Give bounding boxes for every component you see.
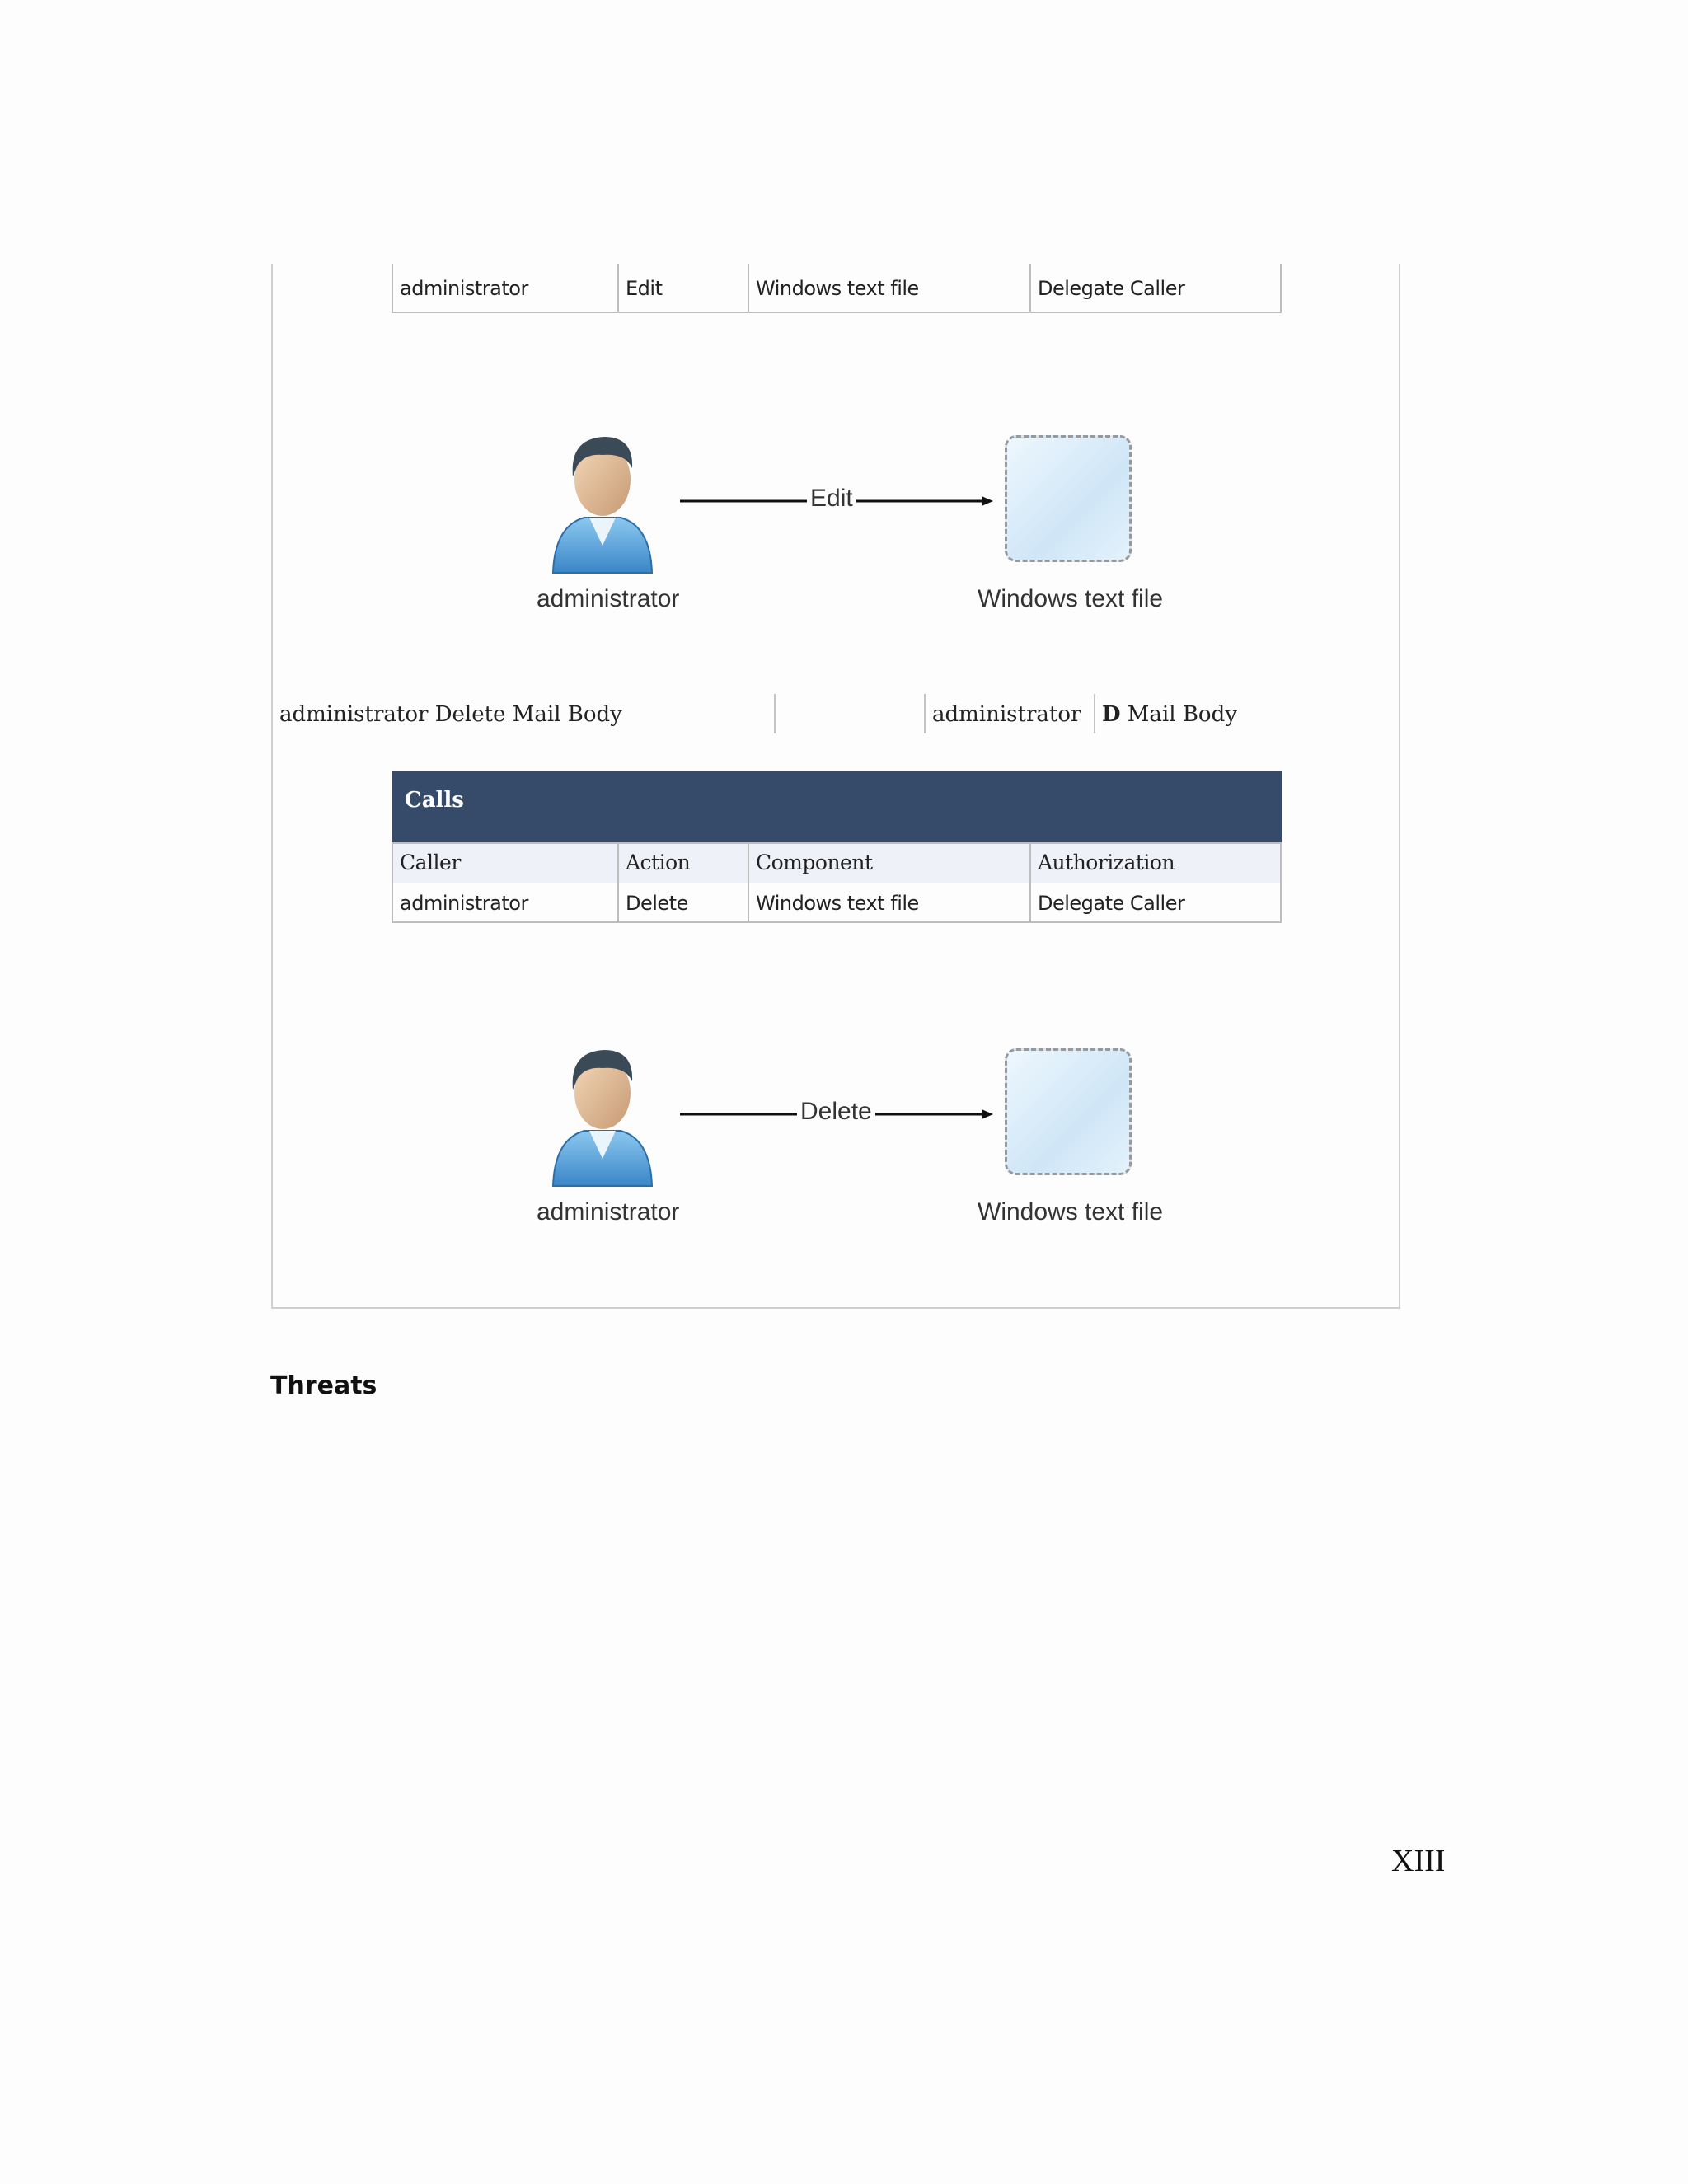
delete-arrow-label: Delete <box>797 1098 875 1126</box>
calls-panel <box>271 264 1400 1309</box>
edit-diagram <box>273 429 1402 676</box>
call-line-left: administrator Delete Mail Body <box>279 702 622 727</box>
calls-header-caller: Caller <box>392 842 617 882</box>
calls-table <box>392 771 1282 923</box>
calls-table-title: Calls <box>392 771 1282 842</box>
calls-row-caller: administrator <box>392 882 617 921</box>
calls-header-authorization: Authorization <box>1029 842 1280 882</box>
delete-target-label: Windows text file <box>978 1198 1164 1226</box>
component-box-icon <box>1005 435 1132 562</box>
component-box-icon <box>1005 1048 1132 1175</box>
call-line-right-bold: D <box>1102 702 1121 727</box>
user-icon <box>545 1042 660 1190</box>
top-row-component: Windows text file <box>748 264 1029 312</box>
calls-row-component: Windows text file <box>748 882 1029 921</box>
edit-target-label: Windows text file <box>978 585 1164 612</box>
top-row-authorization: Delegate Caller <box>1029 264 1280 312</box>
user-icon <box>545 429 660 577</box>
call-line-right-text: Mail Body <box>1120 702 1237 727</box>
edit-arrow-label: Edit <box>807 485 856 513</box>
section-heading: Threats <box>270 1371 377 1400</box>
top-row-caller: administrator <box>392 264 617 312</box>
call-line-middle: administrator <box>932 702 1081 727</box>
divider <box>924 694 926 733</box>
top-row-action: Edit <box>617 264 748 312</box>
edit-actor-label: administrator <box>537 585 680 612</box>
call-line-right <box>1102 702 1237 727</box>
calls-header-component: Component <box>748 842 1029 882</box>
delete-diagram <box>273 1042 1402 1289</box>
divider <box>1094 694 1095 733</box>
calls-row-authorization: Delegate Caller <box>1029 882 1280 921</box>
calls-header-action: Action <box>617 842 748 882</box>
divider <box>774 694 776 733</box>
top-row <box>392 264 1282 313</box>
page-number: XIII <box>1391 1844 1446 1878</box>
calls-row-action: Delete <box>617 882 748 921</box>
delete-actor-label: administrator <box>537 1198 680 1226</box>
